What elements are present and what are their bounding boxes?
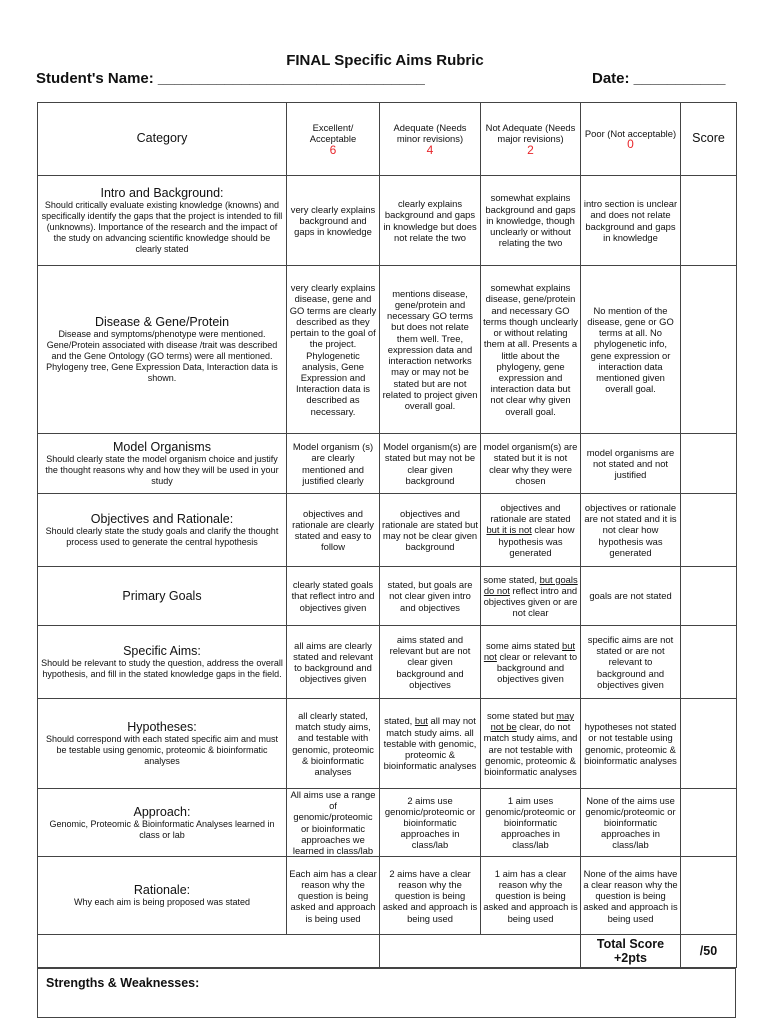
table-row <box>38 789 737 857</box>
points-poor: 0 <box>627 137 634 151</box>
category-cell: Objectives and Rationale: Should clearly state the study goals and clarify the thought process used to generate the central hypothesis <box>38 494 287 567</box>
table-row <box>38 494 737 567</box>
not-adequate-cell: some aims stated but not clear or relevant to background and objectives given <box>481 626 581 699</box>
score-cell[interactable] <box>681 857 737 935</box>
not-adequate-cell: objectives and rationale are stated but it is not clear how hypothesis was generated <box>481 494 581 567</box>
header-excellent: Excellent/ Acceptable 6 <box>287 103 380 176</box>
excellent-cell: Model organism (s) are clearly mentioned and justified clearly <box>287 434 380 494</box>
header-category: Category <box>38 103 287 176</box>
adequate-cell: Model organism(s) are stated but may not be clear given background <box>380 434 481 494</box>
header-adequate: Adequate (Needs minor revisions) 4 <box>380 103 481 176</box>
rubric-table <box>37 102 737 968</box>
poor-cell: No mention of the disease, gene or GO terms at all. No phylogenetic info, gene expression or interaction data mentioned given overall goal. <box>581 266 681 434</box>
total-row <box>38 935 737 968</box>
category-cell: Disease & Gene/Protein Disease and symptoms/phenotype were mentioned. Gene/Protein associated with disease /trait was described and the Gene Ontology (GO terms) were all mentioned. Phylogeny tree, Gene Expression Data, Interaction data is shown. <box>38 266 287 434</box>
adequate-cell: mentions disease, gene/protein and necessary GO terms but does not relate them well. Tree, expression data and interaction networks may or may not be stated but are not related to project given overall goal. <box>380 266 481 434</box>
total-blank-cell <box>380 935 581 968</box>
total-score-cell[interactable] <box>681 935 737 968</box>
not-adequate-cell: 1 aim uses genomic/proteomic or bioinformatic approaches in class/lab <box>481 789 581 857</box>
strengths-weaknesses-box[interactable] <box>37 968 736 1018</box>
score-cell[interactable] <box>681 176 737 266</box>
score-cell[interactable] <box>681 789 737 857</box>
excellent-cell: All aims use a range of genomic/proteomic or bioinformatic approaches we learned in class/lab <box>287 789 380 857</box>
poor-cell: objectives or rationale are not stated and it is not clear how hypothesis was generated <box>581 494 681 567</box>
points-not-adequate: 2 <box>527 142 534 157</box>
table-row <box>38 176 737 266</box>
poor-cell: None of the aims use genomic/proteomic or bioinformatic approaches in class/lab <box>581 789 681 857</box>
poor-cell: None of the aims have a clear reason why the question is being asked and approach is being used <box>581 857 681 935</box>
not-adequate-cell: 1 aim has a clear reason why the question is being asked and approach is being used <box>481 857 581 935</box>
not-adequate-cell: somewhat explains background and gaps in knowledge, though unclearly or without relating the two <box>481 176 581 266</box>
excellent-cell: clearly stated goals that reflect intro and objectives given <box>287 567 380 626</box>
score-cell[interactable] <box>681 567 737 626</box>
table-row <box>38 857 737 935</box>
student-name-field[interactable]: Student's Name: ________________________________ <box>36 70 425 87</box>
header-poor: Poor (Not acceptable) 0 <box>581 103 681 176</box>
adequate-cell: aims stated and relevant but are not clear given background and objectives <box>380 626 481 699</box>
adequate-cell: clearly explains background and gaps in knowledge but does not relate the two <box>380 176 481 266</box>
page-title: FINAL Specific Aims Rubric <box>286 52 484 69</box>
category-cell: Specific Aims: Should be relevant to study the question, address the overall hypothesis, and fill in the stated knowledge gaps in the field. <box>38 626 287 699</box>
poor-cell: model organisms are not stated and not justified <box>581 434 681 494</box>
adequate-cell: 2 aims have a clear reason why the question is being asked and approach is being used <box>380 857 481 935</box>
header-row <box>38 103 737 176</box>
excellent-cell: all aims are clearly stated and relevant to background and objectives given <box>287 626 380 699</box>
category-cell: Rationale: Why each aim is being proposed was stated <box>38 857 287 935</box>
category-cell: Model Organisms Should clearly state the model organism choice and justify the thought reasons why and how they will be used in your study <box>38 434 287 494</box>
score-cell[interactable] <box>681 434 737 494</box>
adequate-cell: 2 aims use genomic/proteomic or bioinformatic approaches in class/lab <box>380 789 481 857</box>
table-row <box>38 699 737 789</box>
not-adequate-cell: some stated but may not be clear, do not match study aims, and are not testable with genomic, proteomic & bioinformatic analyses <box>481 699 581 789</box>
not-adequate-cell: model organism(s) are stated but it is not clear why they were chosen <box>481 434 581 494</box>
table-row <box>38 626 737 699</box>
score-cell[interactable] <box>681 266 737 434</box>
category-cell: Approach: Genomic, Proteomic & Bioinformatic Analyses learned in class or lab <box>38 789 287 857</box>
table-row <box>38 567 737 626</box>
score-cell[interactable] <box>681 699 737 789</box>
adequate-cell: objectives and rationale are stated but may not be clear given background <box>380 494 481 567</box>
category-cell: Intro and Background: Should critically evaluate existing knowledge (knowns) and specifically identify the gaps that the project is intended to fill (unknowns). Importance of the research and the impact of the study on advancing scientific knowledge should be clearly stated <box>38 176 287 266</box>
points-excellent: 6 <box>329 142 337 157</box>
excellent-cell: very clearly explains disease, gene and GO terms are clearly described as they pertain to the goal of the project. Phylogenetic analysis, Gene Expression and Interaction data is described as necessary. <box>287 266 380 434</box>
score-cell[interactable] <box>681 494 737 567</box>
table-row <box>38 266 737 434</box>
points-adequate: 4 <box>426 142 434 157</box>
adequate-cell: stated, but goals are not clear given intro and objectives <box>380 567 481 626</box>
header-not-adequate: Not Adequate (Needs major revisions) 2 <box>481 103 581 176</box>
category-cell: Primary Goals <box>38 567 287 626</box>
date-field[interactable]: Date: ___________ <box>592 70 726 87</box>
excellent-cell: Each aim has a clear reason why the question is being asked and approach is being used <box>287 857 380 935</box>
total-score-label-cell <box>581 935 681 968</box>
total-score-value: /50 <box>699 944 718 959</box>
poor-cell: hypotheses not stated or not testable using genomic, proteomic & bioinformatic analyses <box>581 699 681 789</box>
score-cell[interactable] <box>681 626 737 699</box>
category-cell: Hypotheses: Should correspond with each stated specific aim and must be testable using genomic, proteomic & bioinformatic analyses <box>38 699 287 789</box>
excellent-cell: objectives and rationale are clearly stated and easy to follow <box>287 494 380 567</box>
total-blank-cell <box>38 935 380 968</box>
header-score: Score <box>681 103 737 176</box>
excellent-cell: very clearly explains background and gaps in knowledge <box>287 176 380 266</box>
poor-cell: intro section is unclear and does not relate background and gaps in knowledge <box>581 176 681 266</box>
poor-cell: specific aims are not stated or are not relevant to background and objectives given <box>581 626 681 699</box>
strengths-weaknesses-label: Strengths & Weaknesses: <box>46 976 200 990</box>
poor-cell: goals are not stated <box>581 567 681 626</box>
total-score-label: Total Score +2pts <box>596 937 665 966</box>
table-row <box>38 434 737 494</box>
excellent-cell: all clearly stated, match study aims, and testable with genomic, proteomic & bioinformatic analyses <box>287 699 380 789</box>
not-adequate-cell: some stated, but goals do not reflect intro and objectives given or are not clear <box>481 567 581 626</box>
adequate-cell: stated, but all may not match study aims. all testable with genomic, proteomic & bioinformatic analyses <box>380 699 481 789</box>
not-adequate-cell: somewhat explains disease, gene/protein and necessary GO terms though unclearly or without relating them at all. Presents a little about the phylogeny, gene expression and interaction data but not clear why given overall goal. <box>481 266 581 434</box>
